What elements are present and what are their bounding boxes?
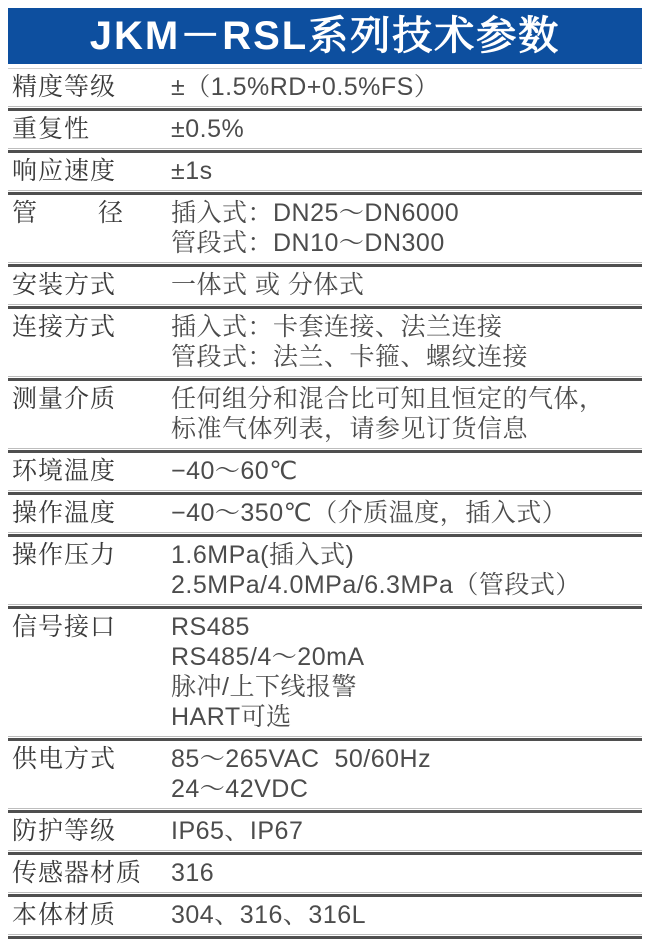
row-value: −40～350℃（介质温度，插入式）	[171, 499, 568, 527]
row-label: 响应速度	[12, 157, 117, 185]
row-divider	[8, 934, 642, 939]
table-row	[8, 495, 642, 532]
row-value: ±1s	[171, 157, 213, 185]
table-row	[8, 855, 642, 892]
row-value: 1.6MPa(插入式) 2.5MPa/4.0MPa/6.3MPa（管段式）	[171, 541, 581, 599]
table-row	[8, 537, 642, 604]
row-value: ±（1.5%RD+0.5%FS）	[171, 73, 440, 101]
row-value: ±0.5%	[171, 115, 245, 143]
table-row	[8, 453, 642, 490]
row-value: 插入式：DN25～DN6000 管段式：DN10～DN300	[171, 199, 460, 257]
table-row	[8, 69, 642, 106]
row-value: 304、316、316L	[171, 901, 367, 929]
row-label: 传感器材质	[12, 859, 143, 887]
table-row	[8, 897, 642, 934]
row-label: 操作温度	[12, 499, 117, 527]
row-value: 任何组分和混合比可知且恒定的气体， 标准气体列表，请参见订货信息	[171, 385, 605, 443]
row-label: 安装方式	[12, 271, 117, 299]
table-row	[8, 195, 642, 262]
table-row	[8, 153, 642, 190]
row-label: 连接方式	[12, 313, 117, 341]
row-value: 316	[171, 859, 215, 887]
table-row	[8, 609, 642, 736]
row-value: 一体式 或 分体式	[171, 271, 365, 299]
table-row	[8, 381, 642, 448]
table-row	[8, 111, 642, 148]
row-value: 插入式：卡套连接、法兰连接 管段式：法兰、卡箍、螺纹连接	[171, 313, 529, 371]
table-row	[8, 741, 642, 808]
table-row	[8, 309, 642, 376]
row-label: 操作压力	[12, 541, 117, 569]
row-value: −40～60℃	[171, 457, 298, 485]
row-label: 环境温度	[12, 457, 117, 485]
row-label: 重复性	[12, 115, 91, 143]
row-label: 管 径	[12, 199, 123, 227]
row-label: 信号接口	[12, 613, 117, 641]
title-banner	[8, 8, 642, 64]
row-label: 供电方式	[12, 745, 117, 773]
row-label: 本体材质	[12, 901, 117, 929]
row-label: 防护等级	[12, 817, 117, 845]
row-label: 精度等级	[12, 73, 117, 101]
row-label: 测量介质	[12, 385, 117, 413]
spec-table	[8, 69, 642, 939]
table-row	[8, 267, 642, 304]
row-value: IP65、IP67	[171, 817, 304, 845]
table-row	[8, 813, 642, 850]
row-value: 85～265VAC 50/60Hz 24～42VDC	[171, 745, 432, 803]
row-value: RS485 RS485/4～20mA 脉冲/上下线报警 HART可选	[171, 613, 365, 731]
page-title: JKM－RSL系列技术参数	[89, 14, 561, 58]
